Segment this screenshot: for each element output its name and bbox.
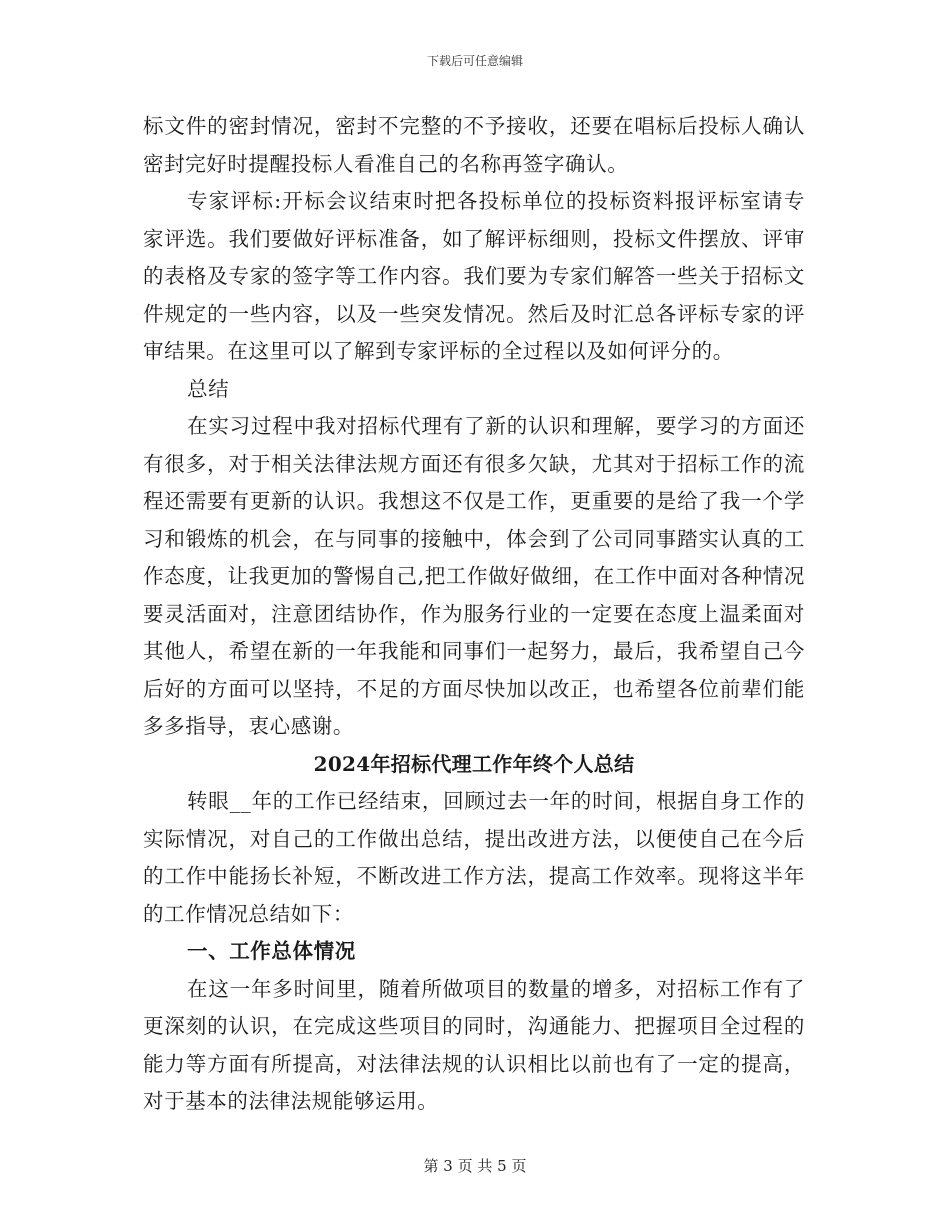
paragraph-summary-label: 总结 (187, 376, 230, 401)
document-body (143, 108, 805, 1121)
paragraph-intro: 转眼__年的工作已经结束，回顾过去一年的时间，根据自身工作的实际情况，对自己的工作做出总结，提出改进方法，以便使自己在今后的工作中能扬长补短，不断改进工作方法，提高工作效率。现将这半年的工作情况总结如下： (143, 789, 805, 926)
section-title: 2024年招标代理工作年终个人总结 (313, 751, 635, 776)
page-footer: 第 3 页 共 5 页 (423, 1157, 527, 1175)
section-heading-overall: 一、工作总体情况 (187, 939, 356, 963)
paragraph-bid-sealing: 标文件的密封情况，密封不完整的不予接收，还要在唱标后投标人确认密封完好时提醒投标人看准自己的名称再签字确认。 (143, 114, 805, 176)
paragraph-expert-review: 专家评标:开标会议结束时把各投标单位的投标资料报评标室请专家评选。我们要做好评标准备，如了解评标细则，投标文件摆放、评审的表格及专家的签字等工作内容。我们要为专家们解答一些关于招标文件规定的一些内容，以及一些突发情况。然后及时汇总各评标专家的评审结果。在这里可以了解到专家评标的全过程以及如何评分的。 (143, 189, 805, 363)
paragraph-overall: 在这一年多时间里，随着所做项目的数量的增多，对招标工作有了更深刻的认识，在完成这些项目的同时，沟通能力、把握项目全过程的能力等方面有所提高，对法律法规的认识相比以前也有了一定的提高，对于基本的法律法规能够运用。 (143, 976, 805, 1113)
page-header: 下载后可任意编辑 (426, 54, 523, 68)
paragraph-internship-summary: 在实习过程中我对招标代理有了新的认识和理解，要学习的方面还有很多，对于相关法律法规方面还有很多欠缺，尤其对于招标工作的流程还需要有更新的认识。我想这不仅是工作，更重要的是给了我一个学习和锻炼的机会，在与同事的接触中，体会到了公司同事踏实认真的工作态度，让我更加的警惕自己,把工作做好做细，在工作中面对各种情况要灵活面对，注意团结协作，作为服务行业的一定要在态度上温柔面对其他人，希望在新的一年我能和同事们一起努力，最后，我希望自己今后好的方面可以坚持，不足的方面尽快加以改正，也希望各位前辈们能多多指导，衷心感谢。 (143, 414, 805, 738)
